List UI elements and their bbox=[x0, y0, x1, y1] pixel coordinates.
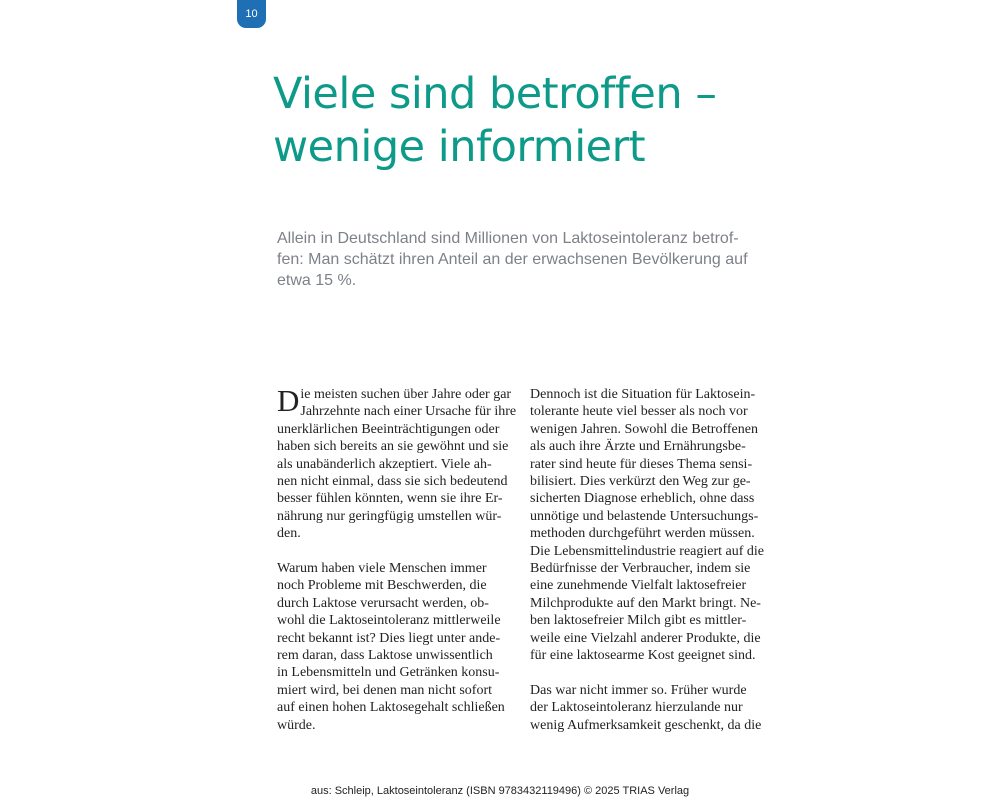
text-line: miert wird, bei denen man nicht sofort bbox=[277, 682, 492, 698]
text-line: als auch ihre Ärzte und Ernährungsbe- bbox=[530, 439, 746, 455]
page-number-badge bbox=[237, 0, 266, 28]
text-line: Die Lebensmittelindustrie reagiert auf die bbox=[530, 543, 765, 559]
text-line: wenigen Jahren. Sowohl die Betroffenen bbox=[530, 421, 758, 437]
page-title bbox=[273, 68, 833, 174]
text-line: unnötige und belastende Untersuchungs- bbox=[530, 508, 759, 524]
source-footer: aus: Schleip, Laktoseintoleranz (ISBN 9783432119496) © 2025 TRIAS Verlag bbox=[310, 785, 690, 797]
page-number: 10 bbox=[245, 8, 258, 20]
text-line: haben sich bereits an sie gewöhnt und sie bbox=[277, 439, 509, 455]
text-line: Milchprodukte auf den Markt bringt. Ne- bbox=[530, 595, 761, 611]
text-line: ben laktosefreier Milch gibt es mittler- bbox=[530, 613, 747, 629]
lead-paragraph bbox=[277, 228, 777, 291]
text-line: bilisiert. Dies verkürzt den Weg zur ge- bbox=[530, 474, 751, 490]
text-line: rem daran, dass Laktose unwissentlich bbox=[277, 648, 493, 664]
text-line: würde. bbox=[277, 717, 316, 733]
text-line: als unabänderlich akzeptiert. Viele ah- bbox=[277, 456, 492, 472]
title-line: wenige informiert bbox=[273, 122, 646, 172]
drop-cap: D bbox=[277, 383, 300, 418]
text-line: methoden durchgeführt werden müssen. bbox=[530, 526, 755, 542]
text-line: Warum haben viele Menschen immer bbox=[277, 561, 487, 577]
text-line: auf einen hohen Laktosegehalt schließen bbox=[277, 700, 505, 716]
text-line: für eine laktosearme Kost geeignet sind. bbox=[530, 648, 756, 664]
text-line: nährung nur geringfügig umstellen wür- bbox=[277, 508, 502, 524]
text-line: besser fühlen könnten, wenn sie ihre Er- bbox=[277, 491, 503, 507]
text-line: wohl die Laktoseintoleranz mittlerweile bbox=[277, 613, 501, 629]
text-line: noch Probleme mit Beschwerden, die bbox=[277, 578, 487, 594]
body-column-right bbox=[530, 386, 780, 734]
text-line: nen nicht einmal, dass sie sich bedeutend bbox=[277, 474, 508, 490]
text-line: Jahrzehnte nach einer Ursache für ihre bbox=[300, 404, 517, 420]
text-line: der Laktoseintoleranz hierzulande nur bbox=[530, 700, 743, 716]
text-line: sicherten Diagnose erheblich, ohne dass bbox=[530, 491, 755, 507]
lead-line: fen: Man schätzt ihren Anteil an der erwachsenen Bevölkerung auf bbox=[277, 251, 748, 268]
text-line: durch Laktose verursacht werden, ob- bbox=[277, 595, 489, 611]
text-line: ie meisten suchen über Jahre oder gar bbox=[300, 387, 512, 402]
body-column-left bbox=[277, 383, 527, 734]
text-line: Dennoch ist die Situation für Laktosein- bbox=[530, 387, 756, 402]
text-line: in Lebensmitteln und Getränken konsu- bbox=[277, 665, 500, 681]
text-line: eine zunehmende Vielfalt laktosefreier bbox=[530, 578, 747, 594]
text-line: tolerante heute viel besser als noch vor bbox=[530, 404, 748, 420]
text-line: recht bekannt ist? Dies liegt unter ande- bbox=[277, 630, 501, 646]
text-line: weile eine Vielzahl anderer Produkte, die bbox=[530, 630, 761, 646]
text-line: den. bbox=[277, 526, 301, 542]
lead-line: Allein in Deutschland sind Millionen von Laktoseintoleranz betrof- bbox=[277, 230, 739, 247]
lead-line: etwa 15 %. bbox=[277, 272, 357, 289]
text-line: rater sind heute für dieses Thema sensi- bbox=[530, 456, 753, 472]
text-line: unerklärlichen Beeinträchtigungen oder bbox=[277, 421, 500, 437]
title-line: Viele sind betroffen – bbox=[273, 69, 717, 119]
text-line: Bedürfnisse der Verbraucher, indem sie bbox=[530, 561, 751, 577]
text-line: Das war nicht immer so. Früher wurde bbox=[530, 682, 747, 698]
text-line: wenig Aufmerksamkeit geschenkt, da die bbox=[530, 717, 762, 733]
